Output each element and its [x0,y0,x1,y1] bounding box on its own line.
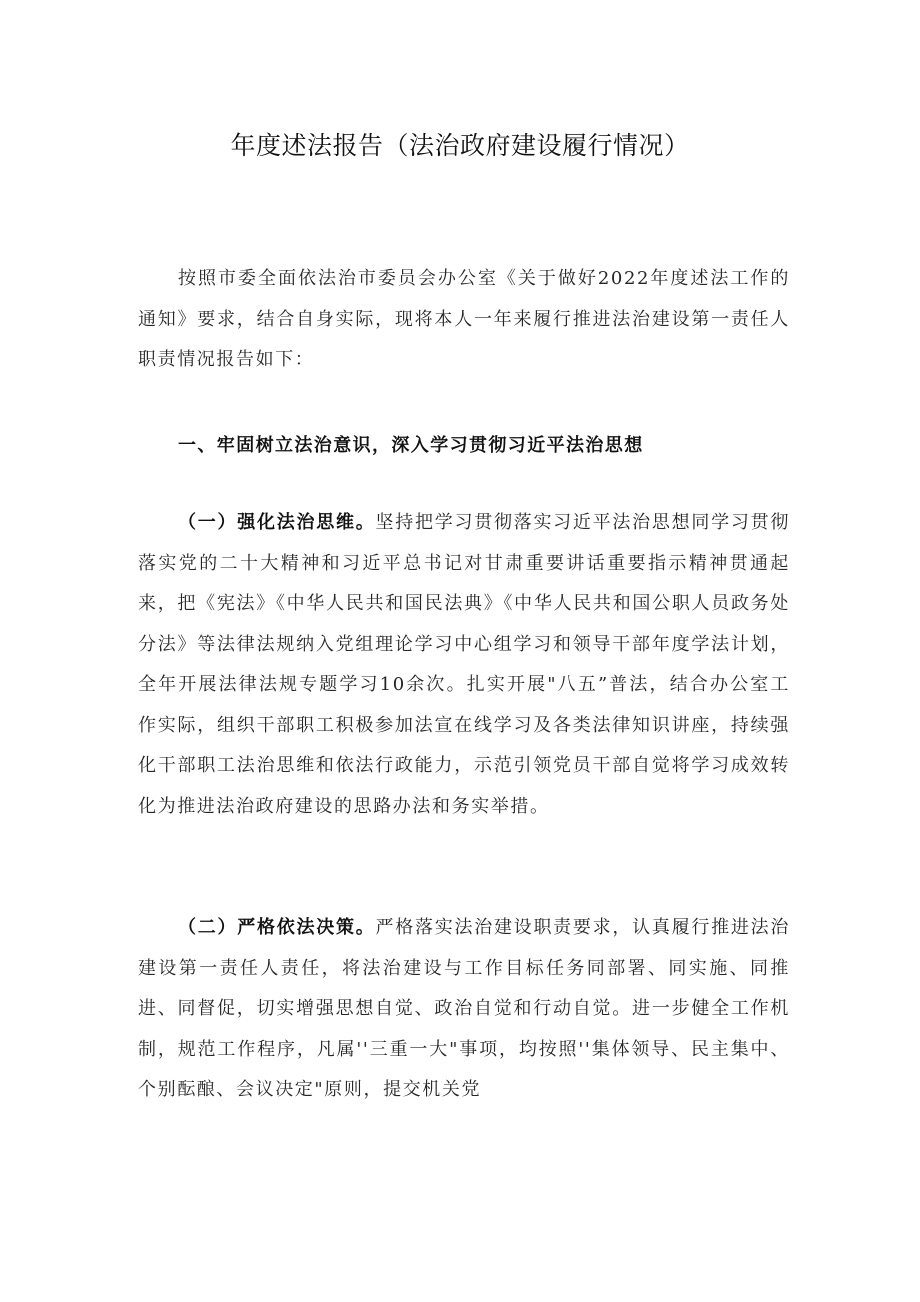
item-1-body: 坚持把学习贯彻落实习近平法治思想同学习贯彻落实党的二十大精神和习近平总书记对甘肃重要讲话重要指示精神贯通起来，把《宪法》《中华人民共和国民法典》《中华人民共和国公职人员政务处分法》等法律法规纳入党组理论学习中心组学习和领导干部年度学法计划，全年开展法律法规专题学习10余次。扎实开展"八五”普法，结合办公室工作实际，组织干部职工积极参加法宣在线学习及各类法律知识讲座，持续强化干部职工法治思维和依法行政能力，示范引领党员干部自觉将学习成效转化为推进法治政府建设的思路办法和务实举措。 [138,512,790,817]
item-1-lead: （一）强化法治思维。 [178,512,376,533]
section-heading: 一、牢固树立法治意识，深入学习贯彻习近平法治思想 [178,435,644,456]
item-2-body: 严格落实法治建设职责要求，认真履行推进法治建设第一责任人责任，将法治建设与工作目标任务同部署、同实施、同推进、同督促，切实增强思想自觉、政治自觉和行动自觉。进一步健全工作机制，规范工作程序，凡属''三重一大"事项，均按照''集体领导、民主集中、个别酝酿、会议决定"原则，提交机关党 [138,917,790,1100]
paragraph-item-2 [138,908,790,1111]
item-2-lead: （二）严格依法决策。 [178,917,376,938]
document-title: 年度述法报告（法治政府建设履行情况） [230,131,690,160]
paragraph-item-1 [138,503,790,827]
intro-paragraph: 按照市委全面依法治市委员会办公室《关于做好2022年度述法工作的通知》要求，结合自身实际，现将本人一年来履行推进法治建设第一责任人职责情况报告如下： [138,268,790,370]
